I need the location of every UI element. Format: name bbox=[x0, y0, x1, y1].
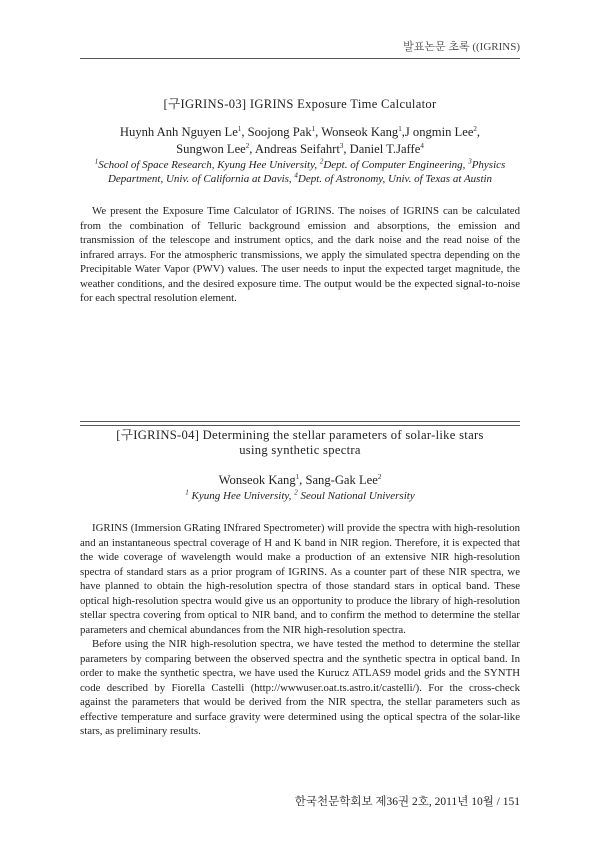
author-sep: , bbox=[343, 142, 350, 156]
author-sup: 1 bbox=[398, 124, 402, 133]
abstract-title bbox=[80, 428, 520, 458]
title-line: [구IGRINS-04] Determining the stellar parameters of solar-like stars bbox=[116, 428, 484, 442]
author-line bbox=[80, 141, 520, 158]
author-name: Wonseok Kang bbox=[218, 473, 296, 487]
author-list bbox=[80, 472, 520, 489]
author-name: J ongmin Lee bbox=[404, 125, 474, 139]
abstract-paragraph: We present the Exposure Time Calculator of IGRINS. The noises of IGRINS can be calculated from the combination of Telluric background emission and absorptions, the emission and transmission of the telescope and instrument optics, and the dark noise and the read noise of the infrared arrays. For the atmospheric transmissions, we apply the simulated spectra depending on the Precipitable Water Vapor (PWV) values. The user needs to input the expected target magnitude, the weather conditions, and the desired exposure time. The output would be the expected signal-to-noise for each spectral resolution element. bbox=[80, 205, 520, 304]
title-line: using synthetic spectra bbox=[239, 443, 361, 457]
author-name: Andreas Seifahrt bbox=[254, 142, 340, 156]
author-sep: , bbox=[401, 125, 405, 139]
affil-sup: 2 bbox=[319, 157, 324, 166]
affiliations bbox=[80, 489, 520, 503]
author-name: Wonseok Kang bbox=[321, 125, 399, 139]
author-sup: 1 bbox=[295, 472, 300, 481]
affiliation-text: Physics Department, Univ. of California at Davis, bbox=[107, 159, 506, 185]
author-sup: 2 bbox=[473, 124, 477, 133]
author-name: Daniel T.Jaffe bbox=[349, 142, 421, 156]
journal-footer: 한국천문학회보 제36권 2호, 2011년 10월 / 151 bbox=[294, 796, 520, 808]
author-sep: , bbox=[315, 125, 322, 139]
author-sup: 1 bbox=[311, 124, 316, 133]
author-name: Sungwon Lee bbox=[176, 142, 246, 156]
author-name: Huynh Anh Nguyen Le bbox=[119, 125, 238, 139]
affil-sup: 2 bbox=[294, 488, 298, 497]
author-sep: , bbox=[249, 142, 255, 156]
section-rule bbox=[80, 425, 520, 426]
abstract-paragraph: Before using the NIR high-resolution spectra, we have tested the method to determine the stellar parameters by comparing between the observed spectra and the synthetic spectra in optical band. In order to make the synthetic spectra, we have used the Kurucz ATLAS9 model grids and the SYNTH code described by Fiorella Castelli (http://wwwuser.oat.ts.astro.it/castelli/). For the cross-check against the parameters that would be derived from the NIR spectra, the stellar parameters such as effective temperature and surface gravity were determined using the optical spectra of the solar-like stars, as preliminary results. bbox=[80, 638, 520, 737]
abstract-paragraph: IGRINS (Immersion GRating INfrared Spectrometer) will provide the spectra with high-resolution and an instantaneous spectral coverage of H and K band in NIR region. Therefore, it is expected that the wide coverage of wavelength would make a production of an extensive NIR high-resolution spectra of standard stars as a prior program of IGRINS. As a counter part of these NIR spectra, we have planned to obtain the high-resolution spectra of those standard stars in optical band. These optical high-resolution spectra would give us an opportunity to produce the library of high-resolution stellar spectra covering from optical to NIR band, and to confirm the method to determine the stellar parameters and chemical abundances from the NIR high-resolution spectra. bbox=[80, 522, 520, 636]
author-sep: , bbox=[299, 473, 306, 487]
author-sep: , bbox=[241, 125, 248, 139]
running-header: 발표논문 초록 ((IGRINS) bbox=[403, 41, 520, 53]
affil-sup: 1 bbox=[185, 488, 189, 497]
author-name: Sang-Gak Lee bbox=[305, 473, 378, 487]
affiliation-text: Seoul National University bbox=[297, 490, 415, 502]
section-rule bbox=[80, 421, 520, 422]
author-list bbox=[80, 124, 520, 158]
affiliation-text: School of Space Research, Kyung Hee University, bbox=[98, 159, 320, 171]
abstract-igrins-03 bbox=[80, 97, 520, 306]
author-sup: 1 bbox=[237, 124, 242, 133]
author-sup: 2 bbox=[245, 141, 250, 150]
author-sup: 4 bbox=[420, 141, 424, 150]
author-sup: 3 bbox=[339, 141, 344, 150]
author-sep: , bbox=[476, 125, 481, 139]
affil-sup: 4 bbox=[294, 171, 298, 180]
affil-sup: 3 bbox=[468, 157, 472, 166]
affiliation-text: Dept. of Astronomy, Univ. of Texas at Austin bbox=[297, 173, 493, 185]
author-name: Soojong Pak bbox=[247, 125, 312, 139]
affiliations bbox=[80, 158, 520, 186]
affiliation-text: Kyung Hee University, bbox=[188, 490, 295, 502]
author-line bbox=[80, 124, 520, 141]
author-sup: 2 bbox=[377, 472, 382, 481]
affil-sup: 1 bbox=[94, 157, 99, 166]
affiliation-text: Dept. of Computer Engineering, bbox=[323, 159, 466, 171]
abstract-title: [구IGRINS-03] IGRINS Exposure Time Calculator bbox=[163, 97, 437, 111]
abstract-igrins-04 bbox=[80, 428, 520, 739]
header-rule bbox=[80, 58, 520, 59]
